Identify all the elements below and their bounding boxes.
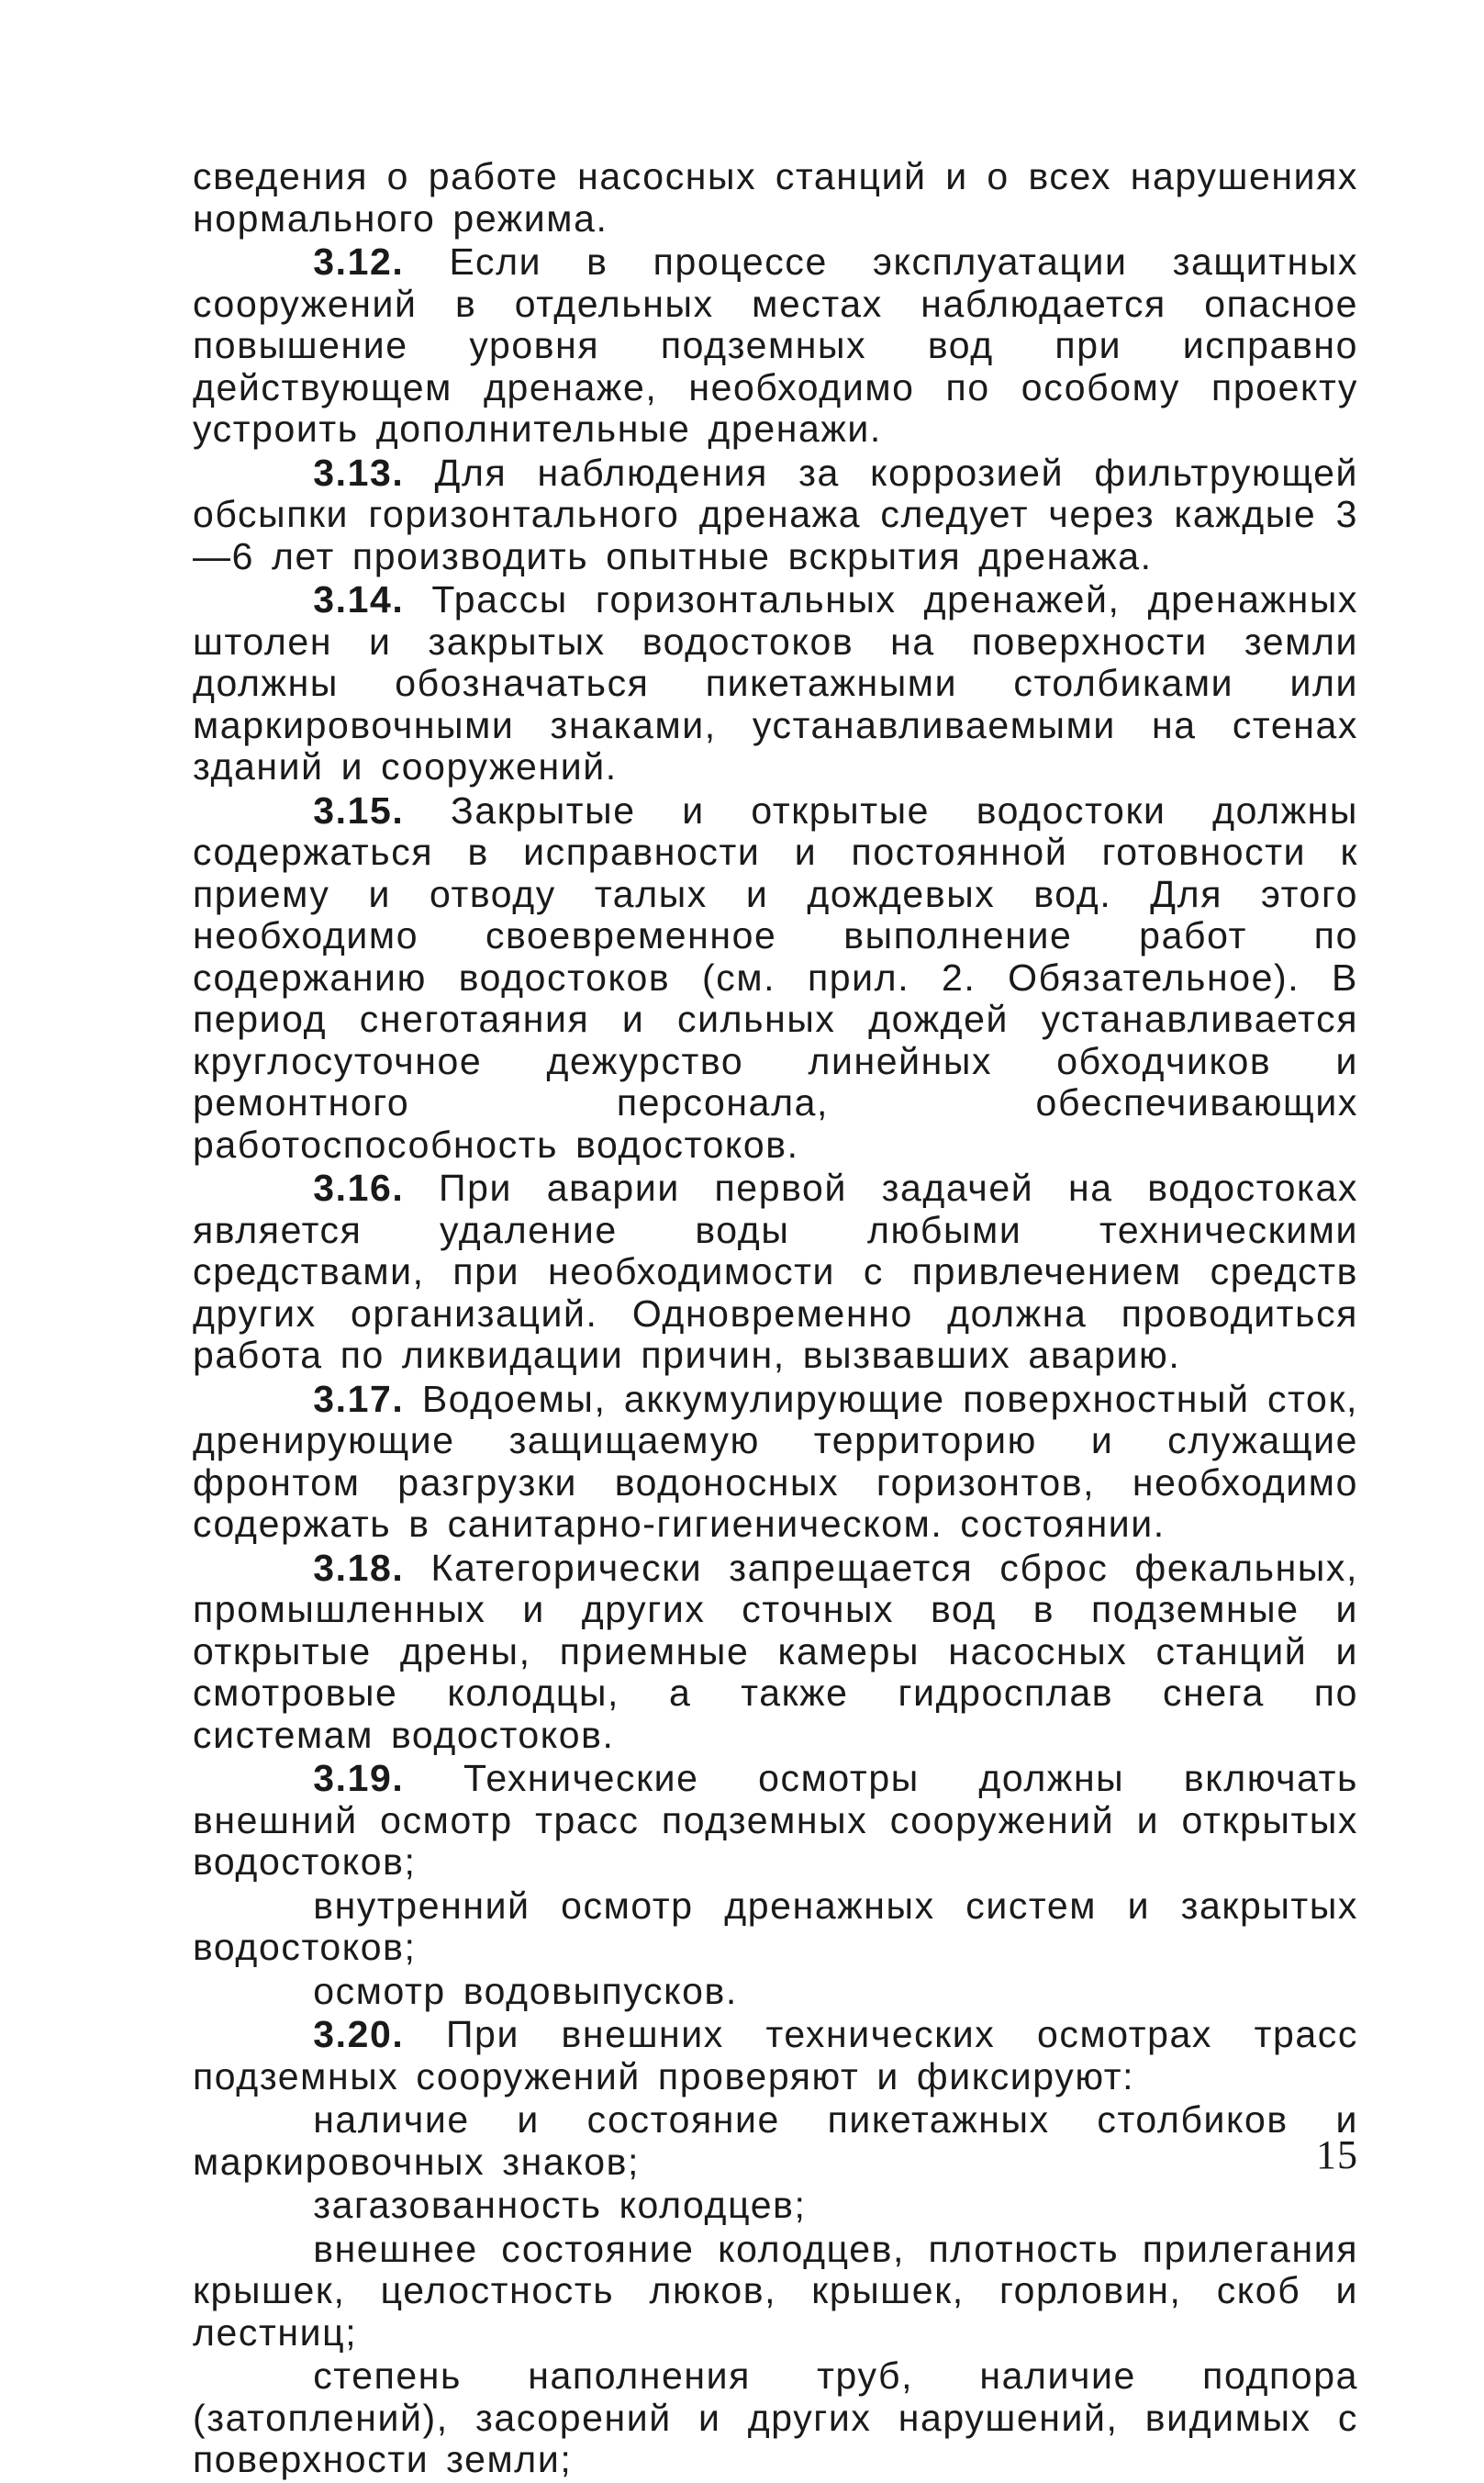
paragraph-3-17 (193, 1379, 1358, 1546)
list-item (193, 2229, 1358, 2354)
paragraph-3-13 (193, 453, 1358, 578)
paragraph-text: загазованность колодцев; (313, 2184, 807, 2226)
paragraph-text: Закрытые и открытые водостоки должны содержаться в исправности и постоянной готовности к приему и отводу талых и дождевых вод. Для этого необходимо своевременное выполнение работ по содержанию водостоков (см. прил. 2. Обязательное). В период снеготаяния и сильных дождей устанавливается круглосуточное дежурство линейных обходчиков и ремонтного персонала, обеспечивающих работоспособность водостоков. (193, 789, 1358, 1166)
paragraph-text: сведения о работе насосных станций и о всех нарушениях нормального режима. (193, 155, 1358, 240)
paragraph-text: Категорически запрещается сброс фекальных, промышленных и других сточных вод в подземные и открытые дрены, приемные камеры насосных станций и смотровые колодцы, а также гидросплав снега по системам водостоков. (193, 1546, 1358, 1756)
paragraph-3-18 (193, 1548, 1358, 1757)
paragraph-text: Для наблюдения за коррозией фильтрующей обсыпки горизонтального дренажа следует через каждые 3—6 лет производить опытные вскрытия дренажа. (193, 451, 1358, 577)
list-item (193, 1885, 1358, 1969)
paragraph-text: Технические осмотры должны включать внешний осмотр трасс подземных сооружений и открытых водостоков; (193, 1757, 1358, 1883)
paragraph-text: осмотр водовыпусков. (313, 1969, 738, 2012)
clause-number: 3.13. (313, 451, 405, 494)
paragraph-3-15 (193, 790, 1358, 1167)
document-page (193, 156, 1358, 2483)
paragraph-text: Водоемы, аккумулирующие поверхностный сток, дренирующие защищаемую территорию и служащие фронтом разгрузки водоносных горизонтов, необходимо содержать в санитарно-гигиеническом. состоянии. (193, 1377, 1358, 1545)
paragraph-text: Если в процессе эксплуатации защитных сооружений в отдельных местах наблюдается опасное повышение уровня подземных вод при исправно действующем дренаже, необходимо по особому проекту устроить дополнительные дренажи. (193, 240, 1358, 450)
clause-number: 3.15. (313, 789, 405, 832)
paragraph-text: При аварии первой задачей на водостоках является удаление воды любыми техническими средствами, при необходимости с привлечением средств других организаций. Одновременно должна проводиться работа по ликвидации причин, вызвавших аварию. (193, 1167, 1358, 1376)
clause-number: 3.20. (313, 2013, 405, 2055)
clause-number: 3.16. (313, 1167, 405, 1209)
paragraph-continuation (193, 156, 1358, 240)
paragraph-text: внутренний осмотр дренажных систем и закрытых водостоков; (193, 1884, 1358, 1968)
paragraph-3-12 (193, 241, 1358, 451)
clause-number: 3.17. (313, 1377, 405, 1420)
clause-number: 3.14. (313, 578, 405, 621)
paragraph-3-19 (193, 1758, 1358, 1884)
paragraph-3-16 (193, 1168, 1358, 1377)
clause-number: 3.19. (313, 1757, 405, 1799)
paragraph-text: При внешних технических осмотрах трасс подземных сооружений проверяют и фиксируют: (193, 2013, 1358, 2097)
clause-number: 3.18. (313, 1546, 405, 1589)
clause-number: 3.12. (313, 240, 405, 283)
list-item (193, 2355, 1358, 2481)
paragraph-3-14 (193, 579, 1358, 789)
list-item (193, 2185, 1358, 2227)
list-item (193, 2099, 1358, 2183)
page-number: 15 (1316, 2132, 1358, 2177)
paragraph-text: Трассы горизонтальных дренажей, дренажных штолен и закрытых водостоков на поверхности земли должны обозначаться пикетажными столбиками или маркировочными знаками, устанавливаемыми на стенах зданий и сооружений. (193, 578, 1358, 788)
list-item (193, 1971, 1358, 2013)
paragraph-3-20 (193, 2014, 1358, 2097)
paragraph-text: степень наполнения труб, наличие подпора (затоплений), засорений и других нарушений, видимых с поверхности земли; (193, 2354, 1358, 2480)
paragraph-text: внешнее состояние колодцев, плотность прилегания крышек, целостность люков, крышек, горловин, скоб и лестниц; (193, 2227, 1358, 2354)
paragraph-text: наличие и состояние пикетажных столбиков и маркировочных знаков; (193, 2098, 1358, 2183)
